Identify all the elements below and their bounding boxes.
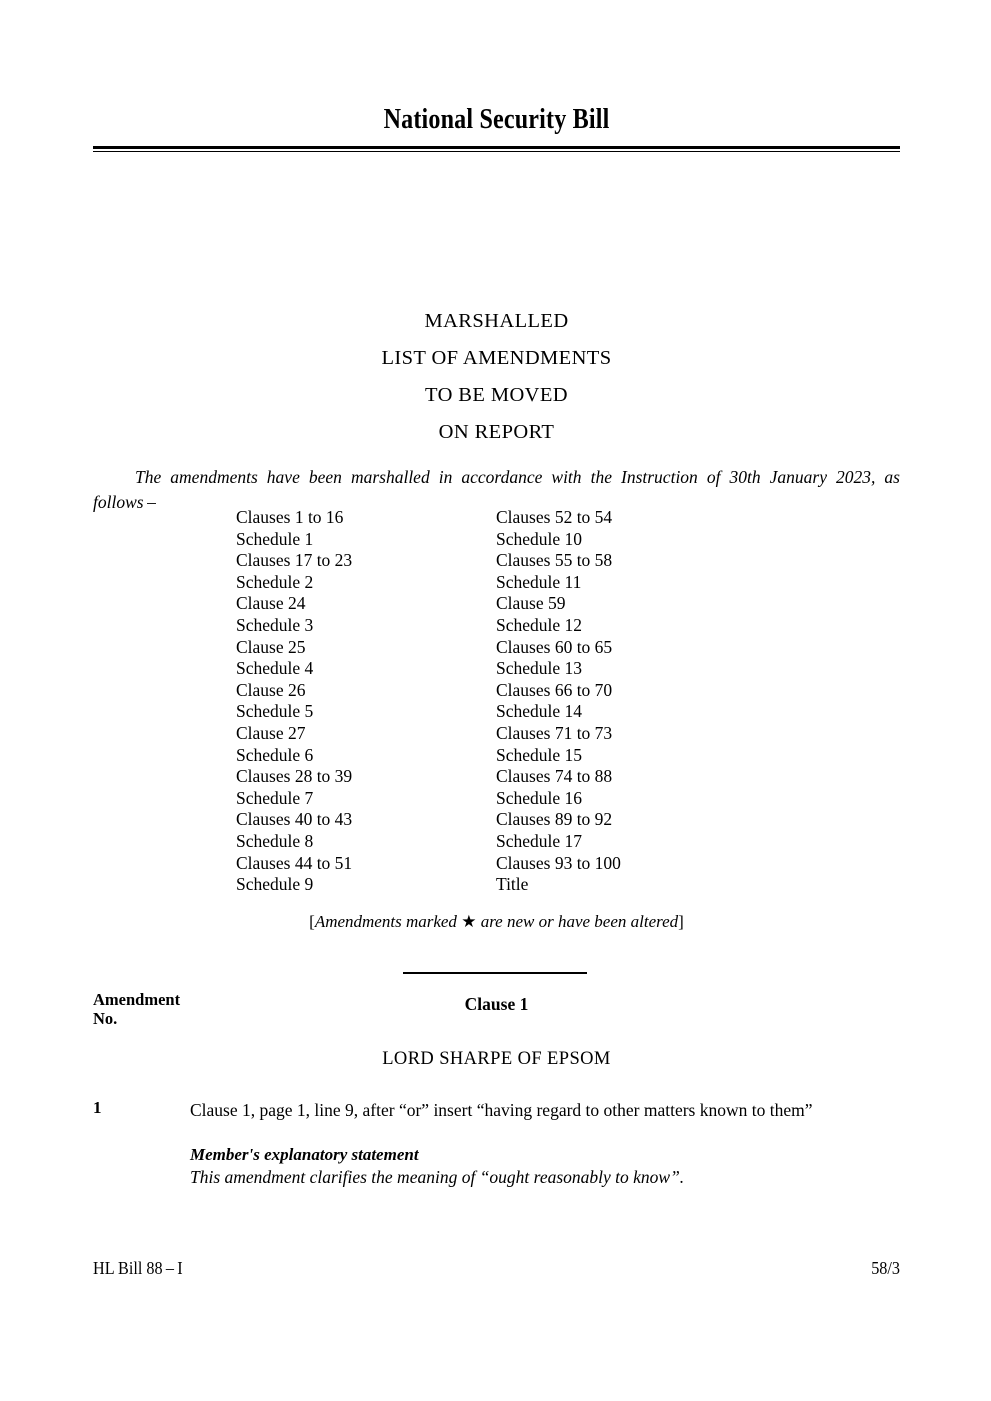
- list-item: Schedule 3: [236, 614, 314, 635]
- list-item: Schedule 6: [236, 744, 314, 765]
- list-item: Clauses 1 to 16: [236, 507, 344, 527]
- list-item: Schedule 13: [496, 658, 583, 679]
- star-icon: ★: [461, 912, 477, 931]
- list-item: Clauses 74 to 88: [496, 766, 613, 787]
- section-divider: [403, 972, 587, 974]
- heading-line-on-report: ON REPORT: [438, 421, 555, 443]
- list-item: Clauses 60 to 65: [496, 636, 613, 657]
- amendment-text: Clause 1, page 1, line 9, after “or” insert “having regard to other matters known to them”: [190, 1100, 813, 1120]
- list-item: Schedule 16: [496, 787, 583, 808]
- marshalled-list-heading: [93, 303, 900, 451]
- list-item: Schedule 9: [236, 874, 314, 895]
- note-open-bracket: [: [309, 912, 315, 931]
- note-text-after: are new or have been altered: [476, 912, 679, 931]
- list-item: Clauses 40 to 43: [236, 809, 353, 830]
- page-title: National Security Bill: [383, 104, 610, 135]
- explanatory-statement-body: This amendment clarifies the meaning of “ought reasonably to know”.: [190, 1167, 685, 1187]
- list-item: Schedule 17: [496, 830, 583, 851]
- list-item: Schedule 2: [236, 571, 314, 592]
- heading-line-marshalled: MARSHALLED: [424, 310, 569, 332]
- list-item: Clauses 89 to 92: [496, 809, 613, 830]
- list-item: Schedule 5: [236, 701, 314, 722]
- list-item: Schedule 4: [236, 658, 314, 679]
- heading-line-to-be-moved: TO BE MOVED: [425, 384, 568, 406]
- clause-column-left: [236, 507, 491, 896]
- clause-heading: Clause 1: [464, 994, 529, 1014]
- list-item: Clauses 17 to 23: [236, 550, 353, 571]
- amendment-entry: [93, 1098, 900, 1122]
- list-item: Clause 26: [236, 679, 306, 700]
- list-item: Clause 24: [236, 593, 306, 614]
- list-item: Schedule 10: [496, 528, 583, 549]
- explanatory-statement: [190, 1143, 900, 1189]
- explanatory-statement-title: Member's explanatory statement: [190, 1145, 419, 1164]
- list-item: Schedule 12: [496, 614, 583, 635]
- list-item: Clause 27: [236, 722, 306, 743]
- list-item: Clauses 93 to 100: [496, 852, 621, 873]
- clause-column-right: [496, 507, 751, 896]
- amendment-no-label-line2: No.: [93, 1009, 118, 1028]
- list-item: Clauses 66 to 70: [496, 679, 613, 700]
- list-item: Schedule 11: [496, 571, 582, 592]
- list-item: Clauses 28 to 39: [236, 766, 353, 787]
- list-item: Clauses 52 to 54: [496, 507, 613, 527]
- list-item: Clauses 71 to 73: [496, 722, 613, 743]
- list-item: Schedule 1: [236, 528, 314, 549]
- header-double-rule: [93, 146, 900, 152]
- list-item: Schedule 7: [236, 787, 314, 808]
- amendment-no-label-line1: Amendment: [93, 990, 181, 1009]
- list-item: Clauses 55 to 58: [496, 550, 613, 571]
- heading-line-list: LIST OF AMENDMENTS: [381, 347, 612, 369]
- list-item: Clause 25: [236, 636, 306, 657]
- list-item: Clauses 44 to 51: [236, 852, 353, 873]
- starred-amendments-note: [93, 912, 900, 932]
- header-rule-thin: [93, 151, 900, 152]
- list-item: Schedule 15: [496, 744, 583, 765]
- list-item: Schedule 14: [496, 701, 583, 722]
- footer-page-reference: 58/3: [871, 1258, 900, 1278]
- amendment-number: 1: [93, 1098, 102, 1117]
- list-item: Clause 59: [496, 593, 566, 614]
- note-close-bracket: ]: [678, 912, 684, 931]
- note-text-before: Amendments marked: [314, 912, 462, 931]
- instruction-paragraph: The amendments have been marshalled in accordance with the Instruction of 30th January 2023, as follows –: [93, 467, 900, 512]
- list-item: Schedule 8: [236, 830, 314, 851]
- member-name: LORD SHARPE OF EPSOM: [382, 1049, 611, 1069]
- footer-bill-reference: HL Bill 88 – I: [93, 1258, 183, 1278]
- list-item: Title: [496, 874, 529, 895]
